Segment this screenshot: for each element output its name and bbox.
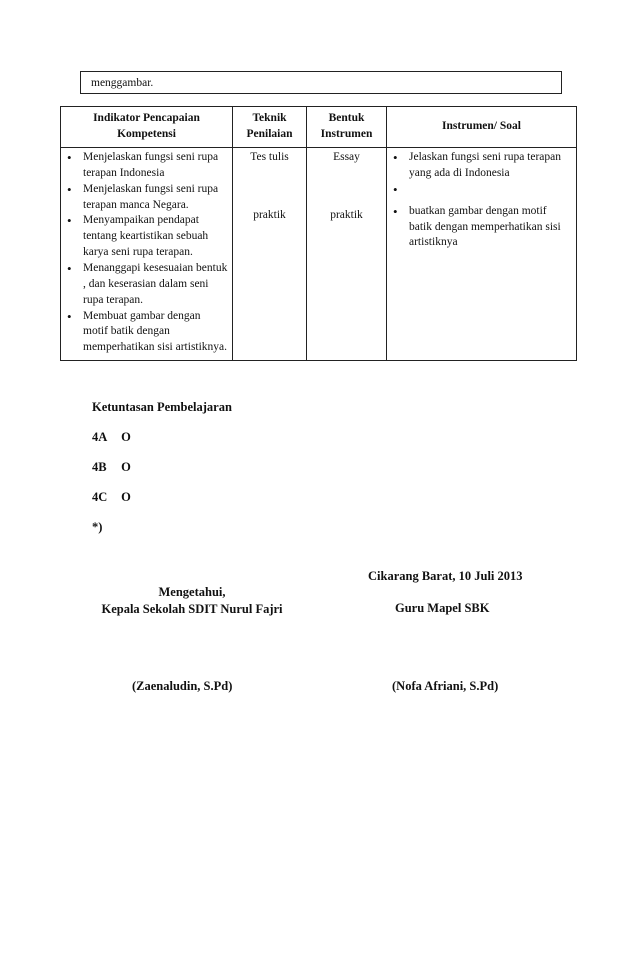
list-item: • Menjelaskan fungsi seni rupa terapan manca Negara. [65,182,228,214]
ketuntasan-item [92,460,232,490]
ketuntasan-mark: O [121,460,131,474]
ketuntasan-mark: O [121,430,131,444]
header-instrumen: Instrumen/ Soal [387,107,577,148]
instrumen-cell [387,148,577,361]
signature-left-label: Mengetahui, [158,585,226,599]
list-item: • Menanggapi kesesuaian bentuk , dan keserasian dalam seni rupa terapan. [65,261,228,309]
signature-left-role: Kepala Sekolah SDIT Nurul Fajri [101,602,283,616]
table-row [61,148,577,361]
ketuntasan-mark: O [121,490,131,504]
signature-right-role: Guru Mapel SBK [395,601,490,615]
indikator-cell [61,148,233,361]
indikator-list [65,150,228,356]
ketuntasan-code: 4A [92,430,108,444]
list-item: • Menyampaikan pendapat tentang keartistikan sebuah karya seni rupa terapan. [65,213,228,261]
ketuntasan-item [92,490,232,520]
header-teknik: Teknik Penilaian [233,107,307,148]
bentuk-cell [307,148,387,361]
ketuntasan-code: 4B [92,460,107,474]
list-item: • Menjelaskan fungsi seni rupa terapan Indonesia [65,150,228,182]
header-indikator: Indikator Pencapaian Kompetensi [61,107,233,148]
header-bentuk: Bentuk Instrumen [307,107,387,148]
ketuntasan-title: Ketuntasan Pembelajaran [92,400,232,414]
teknik-value: praktik [253,208,286,221]
list-item: • buatkan gambar dengan motif batik dengan memperhatikan sisi artistiknya [391,204,572,252]
place-date: Cikarang Barat, 10 Juli 2013 [368,569,523,583]
ketuntasan-item [92,430,232,460]
instrumen-list [391,150,572,251]
continuation-text: menggambar. [91,77,154,89]
signature-left-name: (Zaenaludin, S.Pd) [132,679,233,693]
ketuntasan-code: 4C [92,490,108,504]
bentuk-value: praktik [330,208,363,221]
ketuntasan-section [92,400,232,550]
signature-right-name: (Nofa Afriani, S.Pd) [392,679,499,693]
list-item: • Jelaskan fungsi seni rupa terapan yang ada di Indonesia [391,150,572,182]
list-item: • Membuat gambar dengan motif batik dengan memperhatikan sisi artistiknya. [65,309,228,357]
ketuntasan-note: *) [92,520,103,534]
signature-left [92,585,292,617]
table-header-row [61,107,577,148]
assessment-table [60,106,577,361]
continuation-text-box [80,71,562,94]
bentuk-value: Essay [333,151,360,163]
teknik-cell [233,148,307,361]
teknik-value: Tes tulis [250,151,289,163]
